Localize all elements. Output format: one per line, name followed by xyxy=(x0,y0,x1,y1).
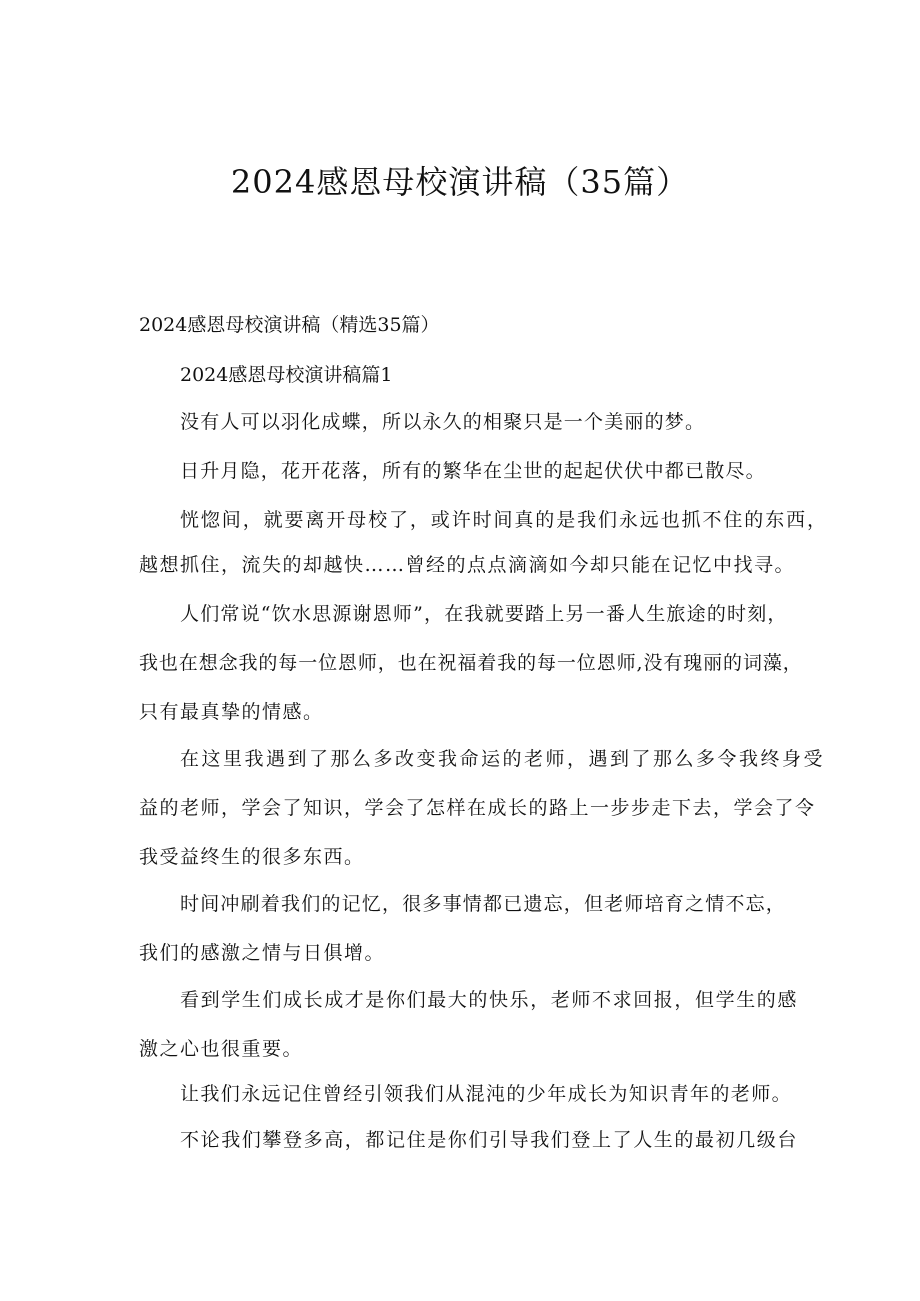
body-line: 我们的感激之情与日俱增。 xyxy=(139,942,386,964)
body-line: 恍惚间，就要离开母校了，或许时间真的是我们永远也抓不住的东西， xyxy=(180,509,828,531)
body-line: 在这里我遇到了那么多改变我命运的老师，遇到了那么多令我终身受 xyxy=(180,748,826,770)
body-line: 我受益终生的很多东西。 xyxy=(139,846,365,868)
body-line: 我也在想念我的每一位恩师，也在祝福着我的每一位恩师,没有瑰丽的词藻， xyxy=(139,652,803,674)
section-heading: 2024感恩母校演讲稿篇1 xyxy=(180,364,393,386)
body-line: 日升月隐，花开花落，所有的繁华在尘世的起起伏伏中都已散尽。 xyxy=(180,460,766,482)
body-line: 没有人可以羽化成蝶，所以永久的相聚只是一个美丽的梦。 xyxy=(180,411,706,433)
body-line: 益的老师，学会了知识，学会了怎样在成长的路上一步步走下去，学会了令 xyxy=(139,797,816,819)
body-line: 只有最真挚的情感。 xyxy=(139,701,324,723)
body-line: 激之心也很重要。 xyxy=(139,1038,304,1060)
document-subtitle: 2024感恩母校演讲稿（精选35篇） xyxy=(139,314,440,336)
body-line: 人们常说“饮水思源谢恩师”，在我就要踏上另一番人生旅途的时刻， xyxy=(180,603,788,625)
body-line: 看到学生们成长成才是你们最大的快乐，老师不求回报，但学生的感 xyxy=(180,989,799,1011)
body-line: 时间冲刷着我们的记忆，很多事情都已遗忘，但老师培育之情不忘， xyxy=(180,893,787,915)
document-title: 2024感恩母校演讲稿（35篇） xyxy=(230,163,690,201)
body-line: 越想抓住，流失的却越快……曾经的点点滴滴如今却只能在记忆中找寻。 xyxy=(139,554,796,576)
body-line: 让我们永远记住曾经引领我们从混沌的少年成长为知识青年的老师。 xyxy=(180,1083,793,1105)
body-line: 不论我们攀登多高，都记住是你们引导我们登上了人生的最初几级台 xyxy=(180,1129,799,1151)
